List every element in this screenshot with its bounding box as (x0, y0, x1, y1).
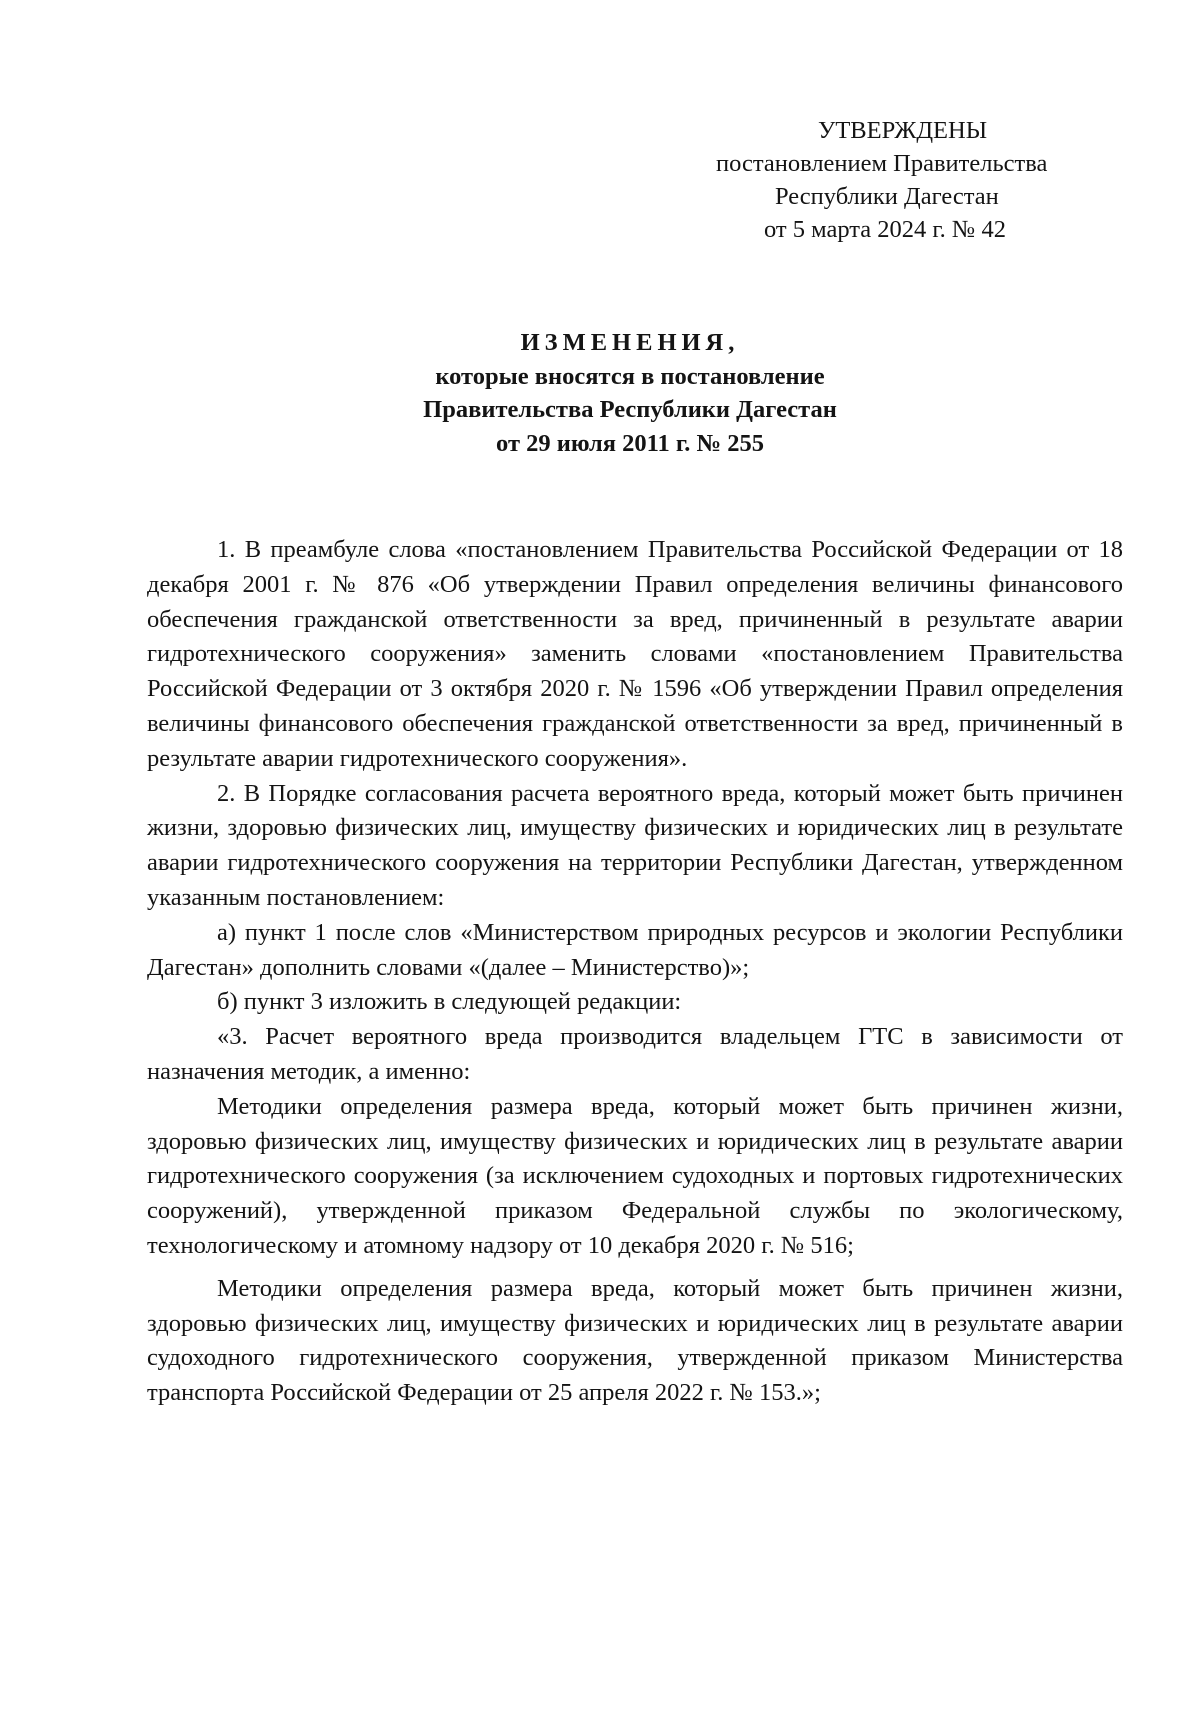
approval-stamp (660, 114, 1140, 246)
document-body (147, 533, 1123, 1411)
paragraph: Методики определения размера вреда, который может быть причинен жизни, здоровью физических лиц, имуществу физических и юридических лиц в результате аварии судоходного гидротехнического сооружения, утвержденной приказом Министерства транспорта Российской Федерации от 25 апреля 2022 г. № 153.»; (147, 1274, 1123, 1407)
title-heading: ИЗМЕНЕНИЯ, (520, 329, 740, 356)
approval-title: УТВЕРЖДЕНЫ (818, 117, 988, 144)
approval-date: от 5 марта 2024 г. № 42 (764, 216, 1006, 243)
paragraph: б) пункт 3 изложить в следующей редакции: (217, 988, 682, 1016)
title-line: которые вносятся в постановление (435, 362, 825, 390)
paragraph: 2. В Порядке согласования расчета вероятного вреда, который может быть причинен жизни, здоровью физических лиц, имуществу физических и юридических лиц в результате аварии гидротехнического сооружения на территории Республики Дагестан, утвержденном указанным постановлением: (147, 779, 1123, 911)
paragraph: а) пункт 1 после слов «Министерством природных ресурсов и экологии Республики Дагестан» дополнить словами «(далее – Министерство)»; (147, 918, 1123, 981)
approval-line: Республики Дагестан (775, 183, 999, 210)
paragraph: Методики определения размера вреда, который может быть причинен жизни, здоровью физических лиц, имуществу физических и юридических лиц в результате аварии гидротехнического сооружения (за исключением судоходных и портовых гидротехнических сооружений), утвержденной приказом Федеральной службы по экологическому, технологическому и атомному надзору от 10 декабря 2020 г. № 516; (147, 1092, 1123, 1259)
title-line: Правительства Республики Дагестан (423, 396, 837, 423)
approval-line: постановлением Правительства (716, 150, 1048, 177)
paragraph: «3. Расчет вероятного вреда производится владельцем ГТС в зависимости от назначения методик, а именно: (147, 1023, 1123, 1085)
title-date: от 29 июля 2011 г. № 255 (496, 429, 764, 457)
document-title (0, 326, 1200, 460)
paragraph: 1. В преамбуле слова «постановлением Правительства Российской Федерации от 18 декабря 2001 г. № 876 «Об утверждении Правил определения величины финансового обеспечения гражданской ответственности за вред, причиненный в результате аварии гидротехнического сооружения» заменить словами «постановлением Правительства Российской Федерации от 3 октября 2020 г. № 1596 «Об утверждении Правил определения величины финансового обеспечения гражданской ответственности за вред, причиненный в результате аварии гидротехнического сооружения». (147, 536, 1123, 772)
